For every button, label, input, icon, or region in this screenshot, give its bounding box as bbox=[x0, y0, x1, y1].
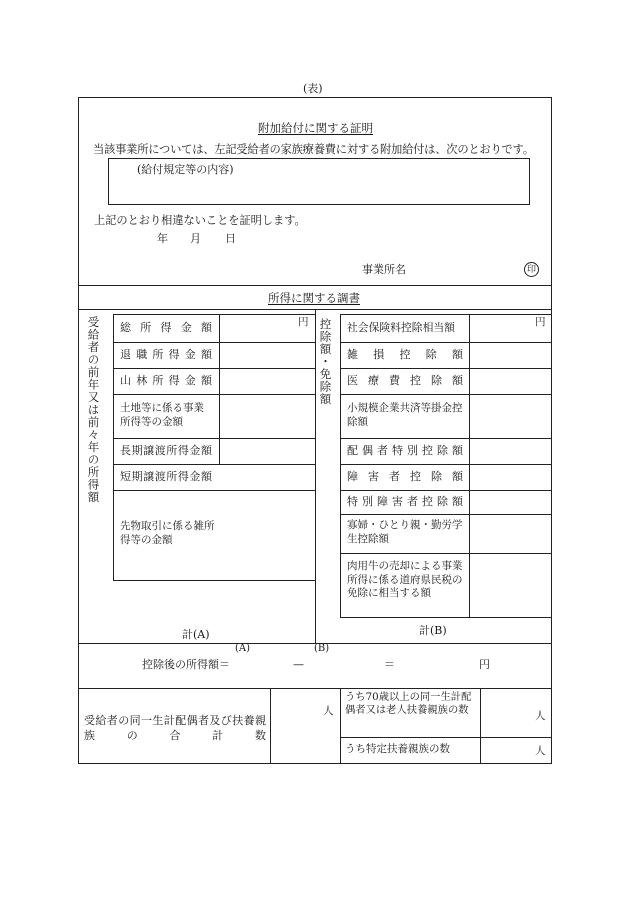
left-table-mid bbox=[219, 314, 220, 464]
certificate-statement: 当該事業所については、左記受給者の家族療養費に対する附加給付は、次のとおりです。 bbox=[93, 143, 534, 156]
income-vertical-label: 受給者の前年又は前々年の所得額 bbox=[86, 316, 101, 504]
attest-statement: 上記のとおり相違ないことを証明します。 bbox=[94, 214, 306, 227]
income-survey-title: 所得に関する調書 bbox=[268, 291, 360, 305]
benefit-rules-label: (給付規定等の内容) bbox=[137, 163, 234, 176]
long-term-transfer-label: 長期譲渡所得金額 bbox=[120, 444, 212, 457]
label-a-marker: (A) bbox=[235, 643, 251, 654]
social-insurance-deduction-label: 社会保険料控除相当額 bbox=[347, 321, 455, 334]
total-income-label: 総所得金額 bbox=[120, 321, 212, 334]
right-row-line bbox=[340, 514, 552, 515]
over70-dependents-label: うち70歳以上の同一生計配偶者又は老人扶養親族の数 bbox=[345, 691, 472, 717]
beef-cattle-exemption-label: 肉用牛の売却による事業所得に係る道府県民税の免除に相当する額 bbox=[347, 560, 463, 600]
right-table-mid bbox=[469, 314, 470, 617]
specific-dependents-label: うち特定扶養親族の数 bbox=[345, 743, 450, 755]
short-term-transfer-label: 短期譲渡所得金額 bbox=[120, 470, 212, 483]
left-table-right bbox=[315, 309, 316, 643]
deduction-vertical-label: 控除額・免除額 bbox=[318, 318, 333, 406]
label-b-marker: (B) bbox=[314, 643, 330, 654]
casualty-loss-deduction-label: 雑損控除額 bbox=[347, 348, 463, 361]
specific-person-unit: 人 bbox=[535, 745, 546, 757]
land-business-income-label: 土地等に係る事業所得等の金額 bbox=[120, 402, 204, 428]
family-total-label: 受給者の同一生計配偶者及び扶養親族の合計数 bbox=[84, 714, 266, 743]
over70-person-unit: 人 bbox=[535, 710, 546, 722]
total-a-label: 計(A) bbox=[182, 628, 210, 641]
forest-income-label: 山林所得金額 bbox=[120, 374, 212, 387]
left-table-edge bbox=[113, 314, 114, 580]
spouse-special-deduction-label: 配偶者特別控除額 bbox=[347, 444, 463, 457]
left-row-line bbox=[113, 368, 315, 369]
right-row-line bbox=[340, 342, 552, 343]
medical-deduction-label: 医療費控除額 bbox=[347, 374, 463, 387]
right-row-line bbox=[340, 553, 552, 554]
total-b-label: 計(B) bbox=[419, 624, 447, 637]
right-row-line bbox=[340, 438, 552, 439]
yen-unit: 円 bbox=[298, 316, 309, 328]
family-person-unit: 人 bbox=[323, 705, 334, 717]
left-row-line bbox=[113, 342, 315, 343]
small-business-mutual-aid-label: 小規模企業共済等掛金控除額 bbox=[347, 402, 463, 428]
right-table-edge bbox=[340, 314, 341, 617]
equals-sign: ＝ bbox=[384, 658, 395, 671]
right-row-line bbox=[340, 314, 552, 315]
left-row-line bbox=[113, 464, 315, 465]
after-deduction-label: 控除後の所得額＝ bbox=[142, 658, 230, 671]
after-deduction-yen-unit: 円 bbox=[479, 658, 490, 671]
special-disability-deduction-label: 特別障害者控除額 bbox=[347, 495, 463, 508]
right-row-line bbox=[340, 368, 552, 369]
right-row-line bbox=[340, 490, 552, 491]
right-row-line bbox=[340, 394, 552, 395]
left-row-line bbox=[113, 580, 315, 581]
widow-student-deduction-label: 寡婦・ひとり親・勤労学生控除額 bbox=[347, 519, 463, 545]
office-name-label: 事業所名 bbox=[362, 263, 406, 276]
family-row-line bbox=[340, 737, 552, 738]
family-divider-1 bbox=[270, 688, 271, 764]
section-divider bbox=[78, 285, 552, 286]
left-row-line bbox=[113, 438, 315, 439]
date-month-label: 月 bbox=[190, 232, 201, 245]
family-divider-2 bbox=[340, 688, 341, 764]
right-row-line bbox=[340, 617, 552, 618]
right-row-line bbox=[340, 464, 552, 465]
certificate-title: 附加給付に関する証明 bbox=[258, 121, 373, 135]
left-row-line bbox=[113, 394, 315, 395]
left-row-line bbox=[113, 314, 315, 315]
minus-sign: — bbox=[293, 658, 304, 671]
futures-income-label: 先物取引に係る雑所得等の金額 bbox=[120, 520, 215, 546]
disability-deduction-label: 障害者控除額 bbox=[347, 470, 463, 483]
page-side-label: (表) bbox=[303, 82, 323, 95]
yen-unit: 円 bbox=[535, 316, 546, 328]
retirement-income-label: 退職所得金額 bbox=[120, 348, 212, 361]
left-row-line bbox=[113, 490, 315, 491]
date-day-label: 日 bbox=[225, 232, 236, 245]
seal-mark: 印 bbox=[524, 262, 539, 277]
date-year-label: 年 bbox=[157, 232, 168, 245]
